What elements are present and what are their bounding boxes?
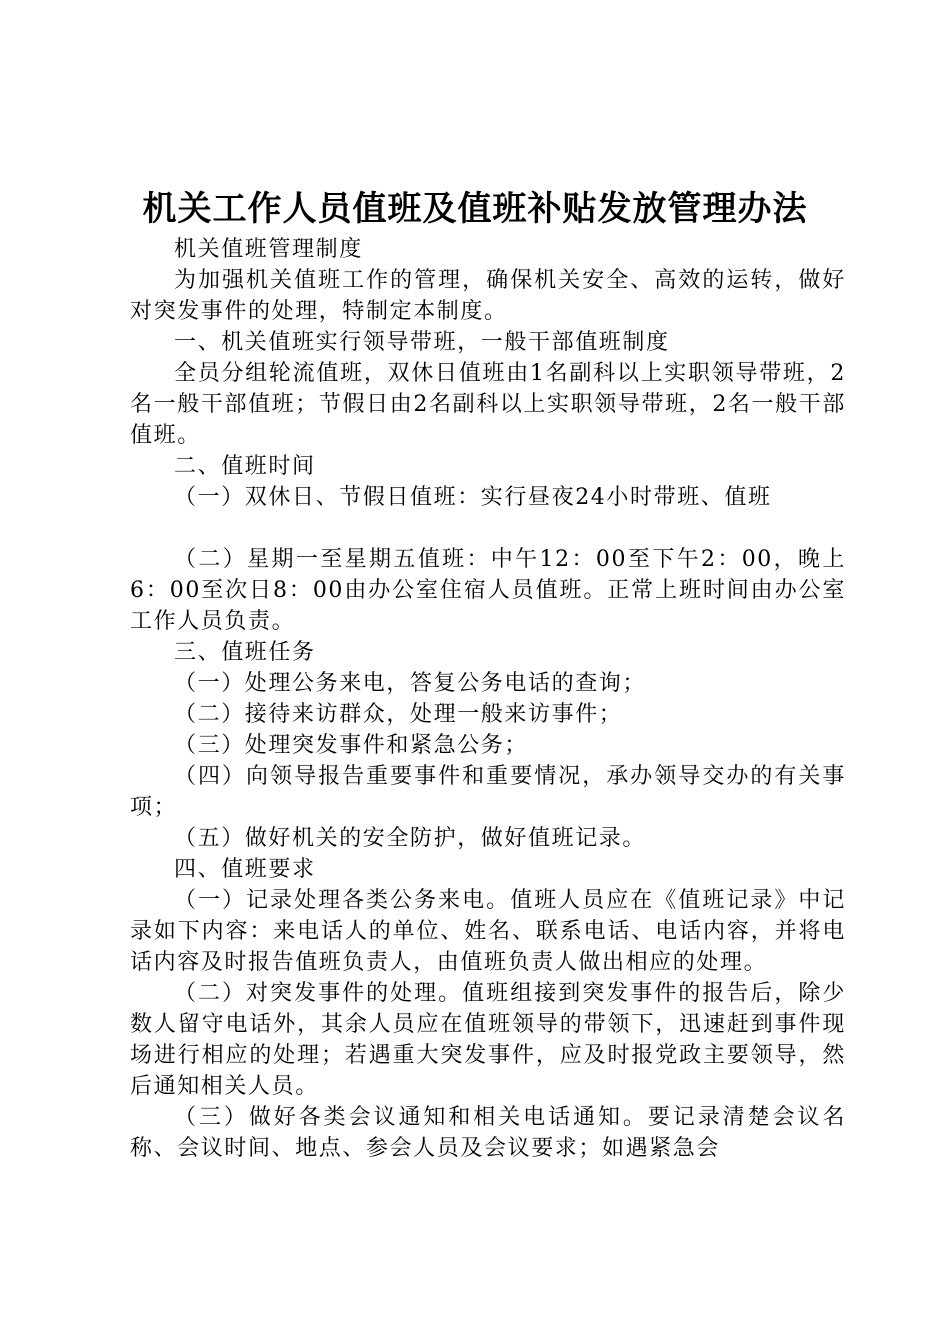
list-item: （三）处理突发事件和紧急公务； — [174, 733, 529, 758]
section-heading: 四、值班要求 — [174, 857, 316, 882]
paragraph: 为加强机关值班工作的管理，确保机关安全、高效的运转，做好对突发事件的处理，特制定本制度。 — [130, 268, 846, 324]
list-item: （一）处理公务来电，答复公务电话的查询； — [174, 671, 647, 696]
document-body — [130, 234, 846, 1164]
list-item: （二）接待来访群众，处理一般来访事件； — [174, 702, 623, 727]
paragraph: （一）记录处理各类公务来电。值班人员应在《值班记录》中记录如下内容：来电话人的单位、姓名、联系电话、电话内容，并将电话内容及时报告值班负责人，由值班负责人做出相应的处理。 — [130, 888, 846, 975]
list-item: （五）做好机关的安全防护，做好值班记录。 — [174, 826, 647, 851]
section-heading: 二、值班时间 — [174, 454, 316, 479]
paragraph: （一）双休日、节假日值班：实行昼夜24小时带班、值班 — [174, 485, 772, 510]
paragraph: 全员分组轮流值班，双休日值班由1名副科以上实职领导带班，2名一般干部值班；节假日由2名副科以上实职领导带班，2名一般干部值班。 — [130, 361, 846, 448]
paragraph: （二）对突发事件的处理。值班组接到突发事件的报告后，除少数人留守电话外，其余人员应在值班领导的带领下，迅速赶到事件现场进行相应的处理；若遇重大突发事件，应及时报党政主要领导，然后通知相关人员。 — [130, 981, 846, 1099]
paragraph: （二）星期一至星期五值班：中午12：00至下午2：00，晚上6：00至次日8：00由办公室住宿人员值班。正常上班时间由办公室工作人员负责。 — [130, 547, 846, 634]
section-heading: 机关值班管理制度 — [174, 237, 363, 262]
list-item: （四）向领导报告重要事件和重要情况，承办领导交办的有关事项； — [130, 764, 846, 820]
paragraph: （三）做好各类会议通知和相关电话通知。要记录清楚会议名称、会议时间、地点、参会人员及会议要求；如遇紧急会 — [130, 1105, 846, 1161]
document-title: 机关工作人员值班及值班补贴发放管理办法 — [142, 189, 808, 229]
section-heading: 一、机关值班实行领导带班，一般干部值班制度 — [174, 330, 670, 355]
section-heading: 三、值班任务 — [174, 640, 316, 665]
